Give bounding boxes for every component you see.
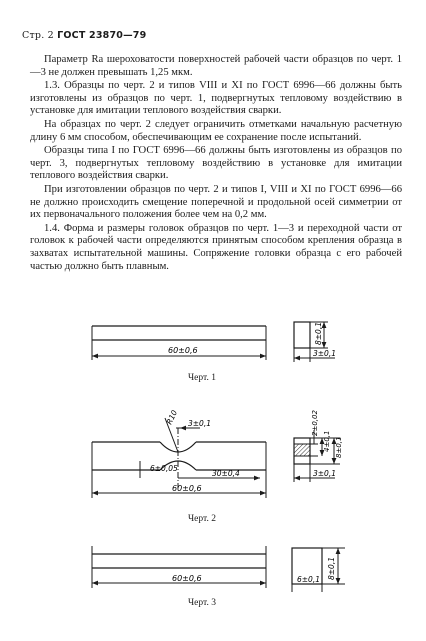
fig3-length-label: 60±0,6 xyxy=(172,574,202,583)
figure-3-caption: Черт. 3 xyxy=(188,598,216,608)
paragraph: 1.4. Форма и размеры головок образцов по черт. 1—3 и переходной части от головок к рабочей части определяются принятым способом крепления образца в захватах испытательной машины. Сопряжение головки образца с его рабочей частью должно быть плавным. xyxy=(30,222,402,272)
fig2-h-mid-label: 4±0,1 xyxy=(323,430,331,452)
fig3-height-label: 8±0,1 xyxy=(327,557,336,580)
paragraph: Параметр Ra шероховатости поверхностей рабочей части образцов по черт. 1—3 не должен превышать 1,25 мкм. xyxy=(30,54,402,78)
paragraph: При изготовлении образцов по черт. 2 и типов I, VIII и XI по ГОСТ 6996—66 не должно происходить смещение поперечной и продольной осей симметрии от их первоначального положения более чем на 0,2 мм. xyxy=(30,183,402,221)
fig2-gauge-label: 3±0,1 xyxy=(188,419,211,428)
fig2-width-label: 3±0,1 xyxy=(313,469,336,478)
standard-number: ГОСТ 23870—79 xyxy=(57,30,147,41)
fig2-length-label: 60±0,6 xyxy=(172,484,202,493)
paragraph: На образцах по черт. 2 следует ограничить отметками начальную расчетную длину 6 мм способом, обеспечивающим ее сохранение после испытаний. xyxy=(30,118,402,143)
fig1-width-label: 3±0,1 xyxy=(313,349,336,358)
paragraph: Образцы типа I по ГОСТ 6996—66 должны быть изготовлены из образцов по черт. 3, подвергнутых тепловому воздействию в установке для имитации теплового воздействия сварки. xyxy=(30,145,402,182)
figure-2-caption: Черт. 2 xyxy=(188,514,216,524)
fig1-height-label: 8±0,1 xyxy=(314,322,323,345)
fig2-thickness-label: 6±0,05 xyxy=(150,464,178,473)
figure-1-caption: Черт. 1 xyxy=(188,373,216,383)
fig2-h-total-label: 8±0,1 xyxy=(335,436,343,458)
fig3-width-label: 6±0,1 xyxy=(297,575,320,584)
fig1-length-label: 60±0,6 xyxy=(168,346,198,355)
fig2-h-top-label: 2±0,02 xyxy=(311,410,319,436)
page-number: Стр. 2 xyxy=(22,30,54,41)
fig2-half-length-label: 30±0,4 xyxy=(212,469,240,478)
fig2-radius-label: R10 xyxy=(164,408,180,426)
paragraph: 1.3. Образцы по черт. 2 и типов VIII и XI по ГОСТ 6996—66 должны быть изготовлены из образцов по черт. 1, подвергнутых тепловому воздействию в установке для имитации теплового воздействия сварки. xyxy=(30,80,402,117)
figure-3-section xyxy=(292,548,345,592)
